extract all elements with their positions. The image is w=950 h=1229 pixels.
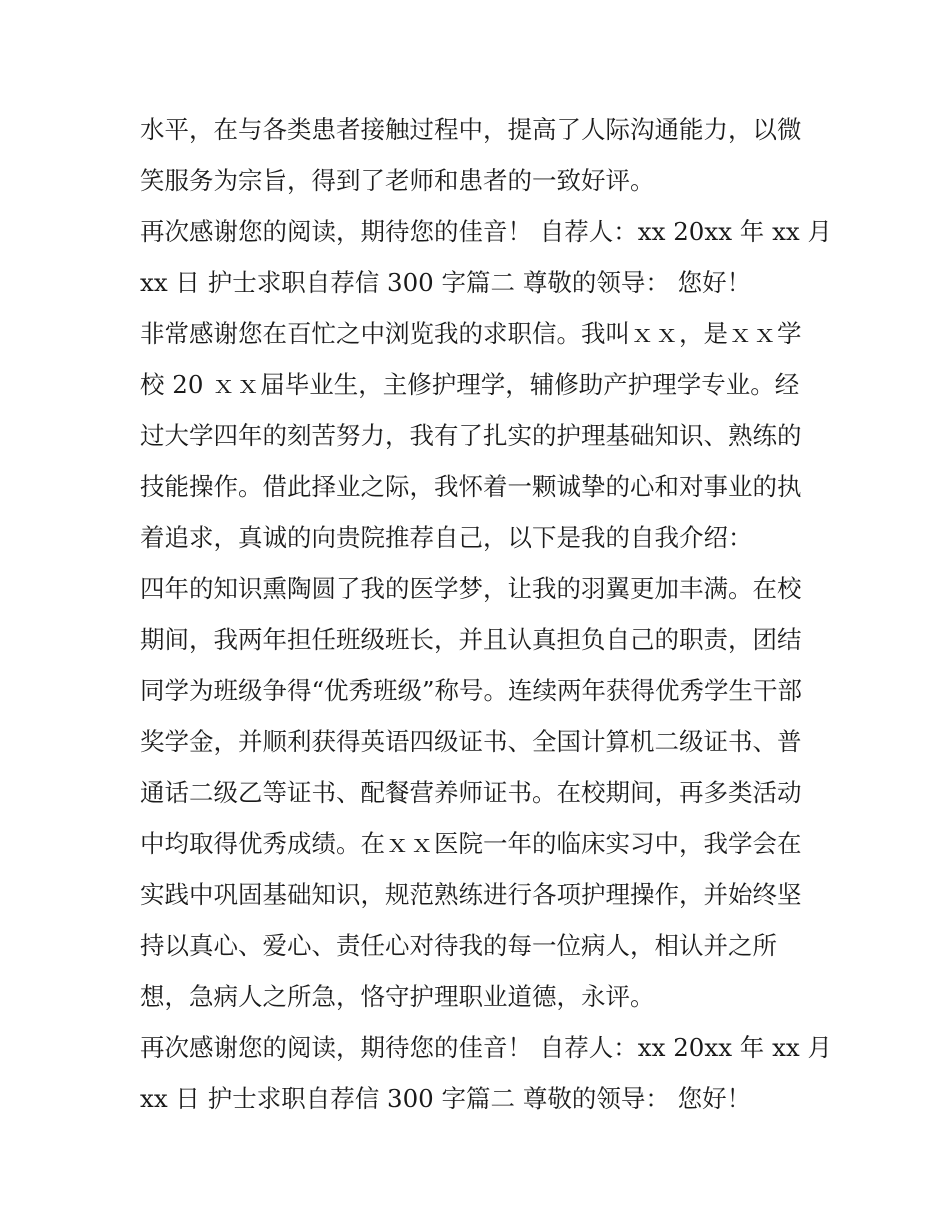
text-line: 期间，我两年担任班级班长，并且认真担负自己的职责，团结 bbox=[140, 625, 802, 654]
text-line: xx 日 护士求职自荐信 300 字篇二 尊敬的领导： 您好！ bbox=[140, 1084, 752, 1113]
text-line: 持以真心、爱心、责任心对待我的每一位病人，相认并之所 bbox=[140, 931, 777, 960]
text-line: 同学为班级争得“优秀班级”称号。连续两年获得优秀学生干部 bbox=[140, 676, 803, 705]
text-line: 着追求，真诚的向贵院推荐自己，以下是我的自我介绍： bbox=[140, 523, 753, 552]
text-line: 实践中巩固基础知识，规范熟练进行各项护理操作，并始终坚 bbox=[140, 880, 802, 909]
text-line: 中均取得优秀成绩。在ｘｘ医院一年的临床实习中，我学会在 bbox=[140, 829, 802, 858]
text-line: 再次感谢您的阅读，期待您的佳音！ 自荐人：xx 20xx 年 xx 月 bbox=[140, 217, 833, 246]
text-line: 笑服务为宗旨，得到了老师和患者的一致好评。 bbox=[140, 166, 655, 195]
letter-body bbox=[140, 104, 833, 1124]
text-line: 水平，在与各类患者接触过程中，提高了人际沟通能力，以微 bbox=[140, 115, 802, 144]
text-line: 再次感谢您的阅读，期待您的佳音！ 自荐人：xx 20xx 年 xx 月 bbox=[140, 1033, 833, 1062]
text-line: 技能操作。借此择业之际，我怀着一颗诚挚的心和对事业的执 bbox=[140, 472, 802, 501]
text-line: 非常感谢您在百忙之中浏览我的求职信。我叫ｘｘ，是ｘｘ学 bbox=[140, 319, 802, 348]
text-line: 想，急病人之所急，恪守护理职业道德，永评。 bbox=[140, 982, 655, 1011]
text-line: 通话二级乙等证书、配餐营养师证书。在校期间，再多类活动 bbox=[140, 778, 802, 807]
text-line: xx 日 护士求职自荐信 300 字篇二 尊敬的领导： 您好！ bbox=[140, 268, 752, 297]
text-line: 四年的知识熏陶圆了我的医学梦，让我的羽翼更加丰满。在校 bbox=[140, 574, 802, 603]
text-line: 奖学金，并顺利获得英语四级证书、全国计算机二级证书、普 bbox=[140, 727, 802, 756]
text-line: 过大学四年的刻苦努力，我有了扎实的护理基础知识、熟练的 bbox=[140, 421, 802, 450]
text-line: 校 20 ｘｘ届毕业生，主修护理学，辅修助产护理学专业。经 bbox=[140, 370, 800, 399]
